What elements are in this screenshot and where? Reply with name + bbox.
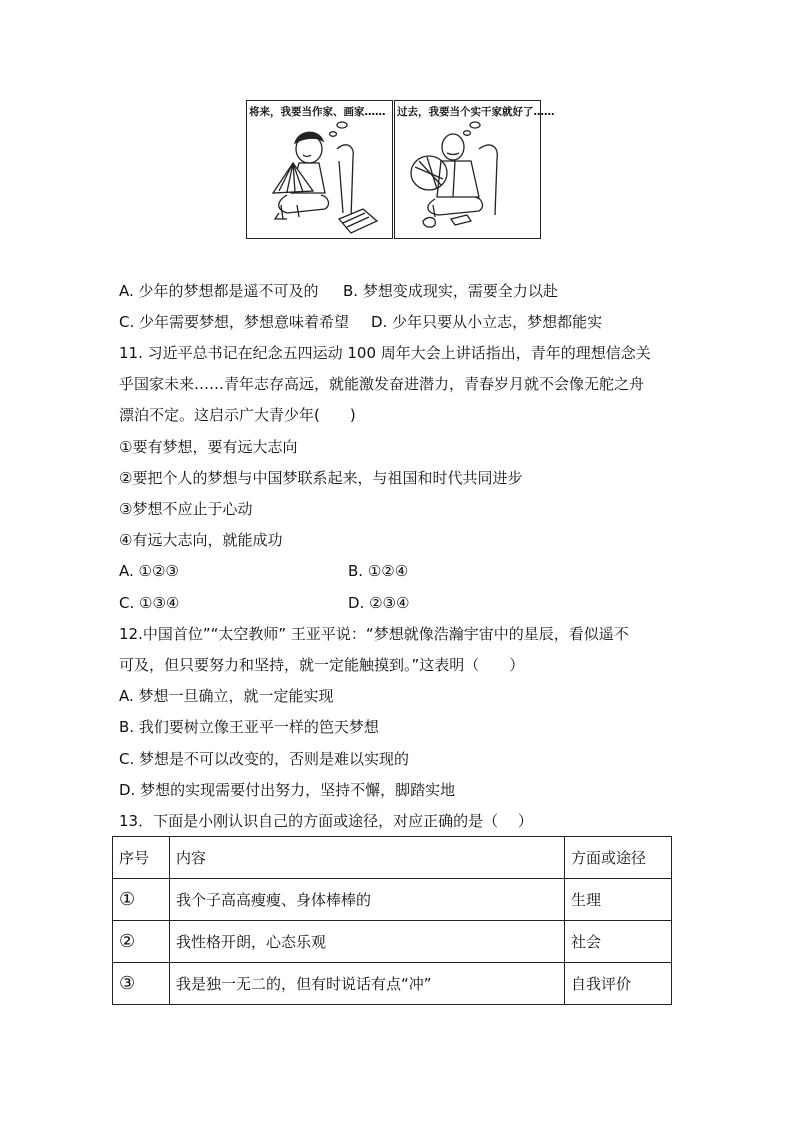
row-aspect: 自我评价 — [565, 963, 672, 1005]
row-content: 我性格开朗，心态乐观 — [170, 921, 565, 963]
q10-option-b: B. 梦想变成现实，需要全力以赴 — [343, 282, 558, 300]
q13-table — [112, 836, 672, 1005]
row-index: ② — [113, 921, 170, 963]
row-aspect: 社会 — [565, 921, 672, 963]
q12-option-d: D. 梦想的实现需要付出努力，坚持不懈，脚踏实地 — [119, 781, 456, 799]
old-man-with-fan-illustration — [395, 101, 540, 238]
row-index: ③ — [113, 963, 170, 1005]
q11-option-b: B. ①②④ — [348, 562, 409, 580]
q11-statement-4: ④有远大志向，就能成功 — [119, 531, 283, 549]
row-content: 我是独一无二的，但有时说话有点“冲” — [170, 963, 565, 1005]
table-row — [113, 963, 672, 1005]
q12-stem-line1: 12.中国首位”“太空教师” 王亚平说：“梦想就像浩瀚宇宙中的星辰，看似遥不 — [119, 625, 629, 643]
header-content: 内容 — [170, 837, 565, 879]
q11-statement-1: ①要有梦想，要有远大志向 — [119, 438, 298, 456]
table-row — [113, 879, 672, 921]
row-index: ① — [113, 879, 170, 921]
table-header-row — [113, 837, 672, 879]
cartoon-panel-right — [394, 100, 555, 239]
q13-stem: 13．下面是小刚认识自己的方面或途径，对应正确的是（ ） — [119, 812, 533, 830]
table-row — [113, 921, 672, 963]
q12-option-c: C. 梦想是不可以改变的，否则是难以实现的 — [119, 750, 410, 768]
q11-statement-3: ③梦想不应止于心动 — [119, 500, 253, 518]
q11-stem-line3: 漂泊不定。这启示广大青少年( ) — [119, 406, 356, 424]
cartoon-caption-right: 过去，我要当个实干家就好了…… — [397, 106, 555, 118]
q10-option-c: C. 少年需要梦想，梦想意味着希望 — [119, 313, 350, 331]
q11-statement-2: ②要把个人的梦想与中国梦联系起来，与祖国和时代共同进步 — [119, 469, 523, 487]
q12-option-a: A. 梦想一旦确立，就一定能实现 — [119, 687, 334, 705]
row-aspect: 生理 — [565, 879, 672, 921]
boy-with-fan-illustration — [247, 101, 392, 238]
header-index: 序号 — [113, 837, 170, 879]
header-aspect: 方面或途径 — [565, 837, 672, 879]
q11-option-a: A. ①②③ — [119, 562, 179, 580]
q11-stem-line1: 11. 习近平总书记在纪念五四运动 100 周年大会上讲话指出，青年的理想信念关 — [119, 344, 651, 362]
q12-stem-line2: 可及，但只要努力和坚持，就一定能触摸到。”这表明（ ） — [119, 656, 525, 674]
q11-option-c: C. ①③④ — [119, 594, 180, 612]
q10-option-d: D. 少年只要从小立志，梦想都能实 — [371, 313, 603, 331]
cartoon-panel-left — [246, 100, 393, 239]
q11-stem-line2: 乎国家未来……青年志存高远，就能激发奋进潜力，青春岁月就不会像无舵之舟 — [119, 375, 645, 393]
q10-option-a: A. 少年的梦想都是遥不可及的 — [119, 282, 319, 300]
cartoon-caption-left: 将来，我要当作家、画家…… — [249, 106, 386, 118]
q11-option-d: D. ②③④ — [348, 594, 410, 612]
row-content: 我个子高高瘦瘦、身体棒棒的 — [170, 879, 565, 921]
q12-option-b: B. 我们要树立像王亚平一样的笆天梦想 — [119, 718, 379, 736]
